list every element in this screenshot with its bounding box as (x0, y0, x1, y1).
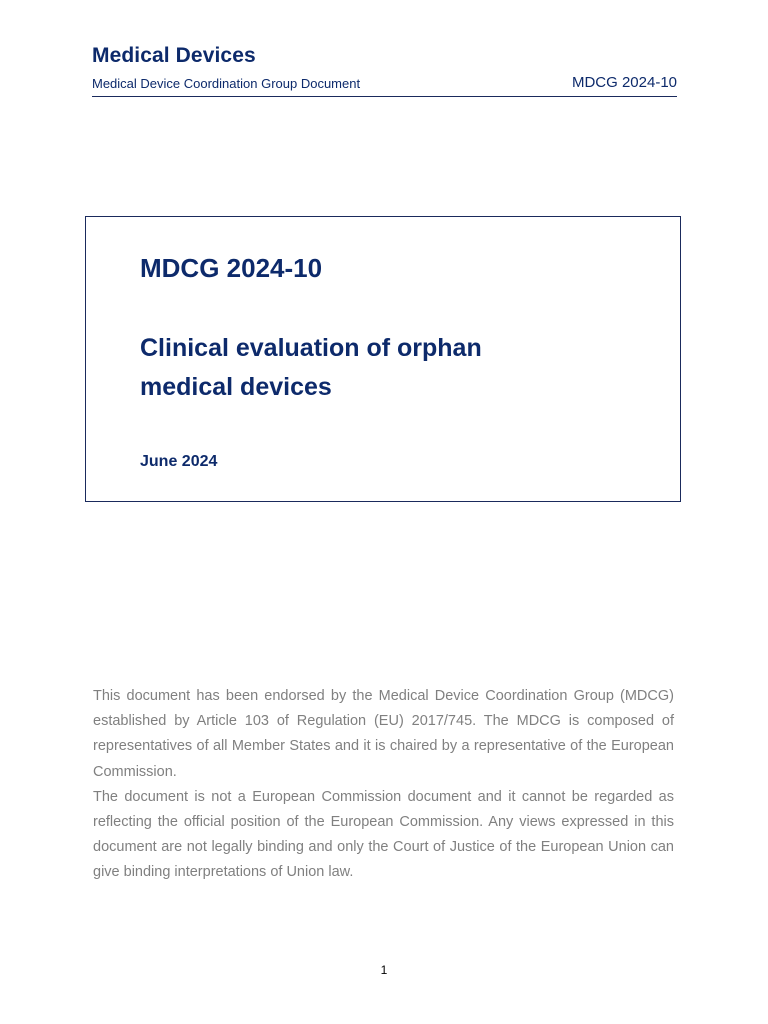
header-document-code: MDCG 2024-10 (571, 74, 677, 91)
document-code: MDCG 2024-10 (140, 253, 323, 283)
header-title: Medical Devices (92, 44, 256, 67)
disclaimer-paragraph-1: This document has been endorsed by the Medical Device Coordination Group (MDCG) established by Article 103 of Regulation (EU) 2017/745. The MDCG is composed of representatives of all Member States and it is chaired by a representative of the European Commission. (93, 688, 674, 780)
disclaimer-paragraph-2: The document is not a European Commission document and it cannot be regarded as reflecting the official position of the European Commission. Any views expressed in this document are not legally binding and only the Court of Justice of the European Union can give binding interpretations of Union law. (93, 788, 674, 881)
document-date: June 2024 (140, 453, 218, 470)
page-header (92, 44, 677, 97)
document-title: Clinical evaluation of orphan medical devices (140, 334, 482, 401)
disclaimer (93, 684, 674, 886)
title-box (85, 216, 681, 502)
header-subtitle: Medical Device Coordination Group Document (92, 76, 361, 91)
page-number: 1 (380, 963, 388, 977)
